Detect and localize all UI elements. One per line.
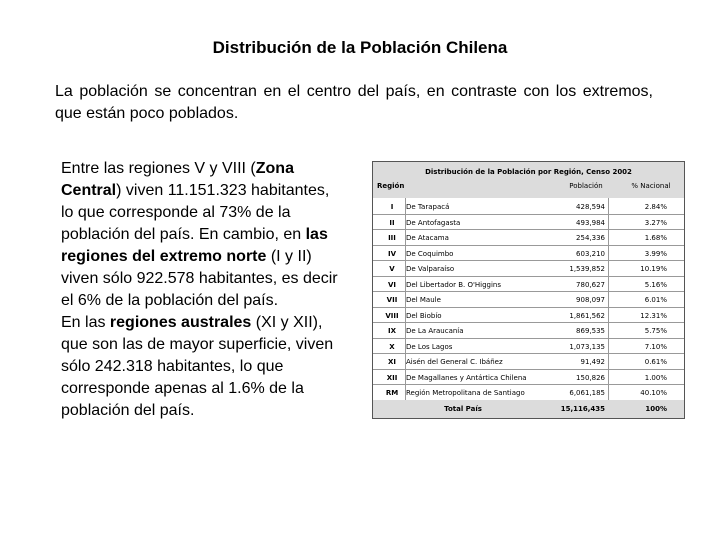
region-population: 869,535: [576, 327, 605, 335]
region-percent: 3.99%: [644, 249, 667, 258]
region-name: De Coquimbo: [406, 249, 454, 258]
region-percent: 2.84%: [644, 203, 667, 211]
column-divider: [608, 198, 609, 418]
region-number: VI: [387, 280, 397, 289]
region-name: Aisén del General C. Ibáñez: [406, 358, 503, 366]
region-name: De Valparaíso: [406, 265, 455, 273]
region-name: De Atacama: [406, 234, 449, 242]
region-name: De Tarapacá: [406, 203, 450, 211]
region-percent: 5.75%: [644, 327, 667, 335]
region-number: VIII: [385, 311, 399, 320]
p1-text-a: Entre las regiones V y VIII (: [61, 160, 256, 177]
region-population: 6,061,185: [569, 389, 605, 397]
region-name: De Los Lagos: [406, 342, 453, 351]
page-title: Distribución de la Población Chilena: [212, 38, 508, 57]
region-name: Del Biobío: [406, 311, 442, 320]
region-population: 428,594: [576, 203, 605, 211]
region-percent: 1.00%: [644, 373, 667, 382]
region-name: De Magallanes y Antártica Chilena: [406, 373, 527, 382]
column-header-population: Población: [569, 182, 603, 190]
region-name: De La Araucanía: [406, 327, 464, 335]
region-population: 603,210: [576, 249, 605, 258]
region-number: RM: [385, 389, 399, 397]
region-number: XI: [387, 358, 396, 366]
p1-bold-zona-central: Zona Central: [61, 160, 294, 199]
table-total-row: [373, 400, 684, 418]
region-population: 493,984: [576, 218, 605, 227]
region-population: 254,336: [576, 234, 605, 242]
table-title: Distribución de la Población por Región, Censo 2002: [425, 168, 632, 176]
region-population: 908,097: [576, 296, 605, 304]
p1-text-e: (I y II) viven sólo 922.578 habitantes, es decir el 6% de la población del país.: [61, 248, 338, 309]
region-percent: 5.16%: [644, 280, 667, 289]
column-header-region: Región: [377, 182, 405, 190]
p2-text-c: (XI y XII), que son las de mayor superficie, viven sólo 242.318 habitantes, lo que corresponde apenas al 1.6% de la población del país.: [61, 314, 334, 419]
region-number: I: [390, 203, 394, 211]
region-name: Región Metropolitana de Santiago: [406, 389, 525, 397]
region-number: VII: [386, 296, 398, 304]
population-table: [372, 161, 685, 419]
region-number: IX: [387, 327, 396, 335]
region-percent: 40.10%: [640, 389, 667, 397]
region-population: 91,492: [580, 358, 605, 366]
p1-text-c: ) viven 11.151.323 habitantes, lo que corresponde al 73% de la población del país. En cambio, en: [61, 182, 330, 243]
region-name: Del Maule: [406, 296, 441, 304]
region-population: 1,861,562: [569, 311, 605, 320]
region-percent: 0.61%: [644, 358, 667, 366]
region-name: De Antofagasta: [406, 218, 461, 227]
region-number: X: [389, 342, 395, 351]
region-number: III: [388, 234, 396, 242]
column-divider: [405, 198, 406, 418]
region-number: V: [389, 265, 395, 273]
p1-bold-extremo-norte: las regiones del extremo norte: [61, 226, 328, 265]
region-population: 780,627: [576, 280, 605, 289]
region-population: 1,073,135: [569, 342, 605, 351]
region-percent: 3.27%: [644, 218, 667, 227]
intro-text: La población se concentran en el centro del país, en contraste con los extremos, que están poco poblados.: [55, 83, 653, 122]
body-paragraph: [61, 158, 343, 422]
region-percent: 10.19%: [640, 265, 667, 273]
region-number: IV: [387, 249, 397, 258]
region-percent: 12.31%: [640, 311, 667, 320]
region-percent: 1.68%: [644, 234, 667, 242]
p2-text-a: En las: [61, 314, 110, 331]
region-percent: 7.10%: [644, 342, 667, 351]
table-header: [373, 162, 684, 198]
total-label: Total País: [444, 405, 482, 413]
region-name: Del Libertador B. O'Higgins: [406, 280, 502, 289]
p2-bold-regiones-australes: regiones australes: [109, 314, 252, 331]
region-number: II: [389, 218, 395, 227]
region-number: XII: [386, 373, 398, 382]
region-percent: 6.01%: [644, 296, 667, 304]
column-header-percent: % Nacional: [631, 182, 671, 190]
region-population: 150,826: [576, 373, 605, 382]
total-population: 15,116,435: [560, 405, 605, 413]
total-percent: 100%: [645, 405, 667, 413]
region-population: 1,539,852: [569, 265, 605, 273]
